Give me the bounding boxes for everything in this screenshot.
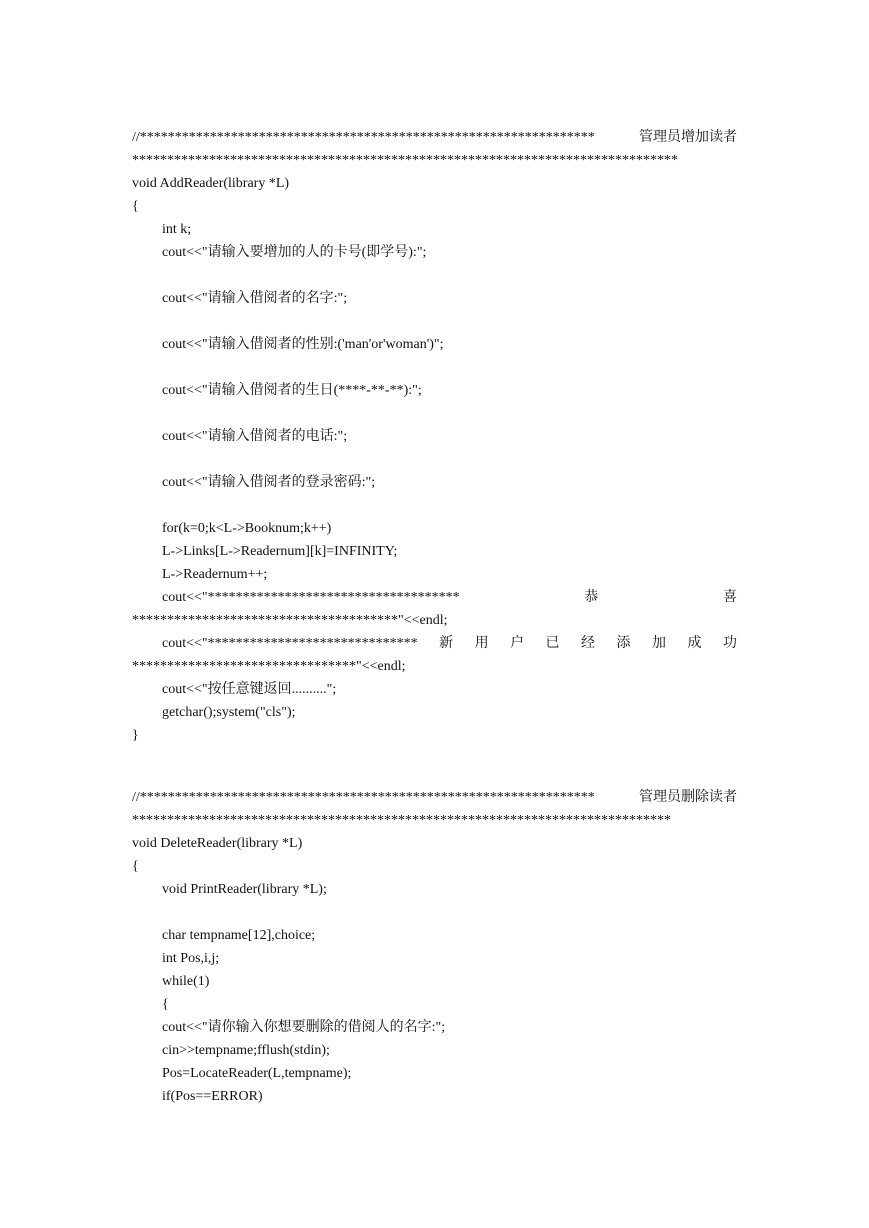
code-line: void PrintReader(library *L); xyxy=(162,882,327,897)
code-statement: cout<<"****************************** xyxy=(162,636,418,651)
code-line xyxy=(162,403,737,425)
code-line xyxy=(162,265,737,287)
cjk-char: 成 xyxy=(687,636,702,651)
code-line: int Pos,i,j; xyxy=(162,951,220,966)
code-line xyxy=(162,495,737,517)
code-line: Pos=LocateReader(L,tempname); xyxy=(162,1066,352,1081)
code-line: cout<<"请输入借阅者的登录密码:"; xyxy=(162,475,376,490)
cjk-char: 户 xyxy=(510,636,525,651)
code-line: int k; xyxy=(162,222,192,237)
code-line: { xyxy=(162,997,169,1012)
code-line: cin>>tempname;fflush(stdin); xyxy=(162,1043,330,1058)
code-line: cout<<"请输入借阅者的名字:"; xyxy=(162,291,348,306)
code-line xyxy=(162,357,737,379)
function-signature: void AddReader(library *L) xyxy=(132,176,290,191)
section-header-add-reader xyxy=(132,127,737,149)
open-brace: { xyxy=(132,199,139,214)
cjk-char: 用 xyxy=(474,636,489,651)
comment-stars-line: ****************************************************************************** xyxy=(132,153,678,168)
code-line: cout<<"请输入借阅者的生日(****-**-**):"; xyxy=(162,383,422,398)
code-line: cout<<"按任意键返回.........."; xyxy=(162,682,337,697)
cjk-char: 功 xyxy=(722,636,737,651)
code-line xyxy=(162,311,737,333)
cjk-char: 经 xyxy=(581,636,596,651)
comment-stars-line: ***************************************************************************** xyxy=(132,813,671,828)
open-brace: { xyxy=(132,859,139,874)
code-line-continuation: ********************************"<<endl; xyxy=(132,659,406,674)
code-line: L->Readernum++; xyxy=(162,567,268,582)
cjk-char: 喜 xyxy=(722,590,737,605)
cjk-char: 新 xyxy=(439,636,454,651)
code-line-continuation: **************************************"<<endl; xyxy=(132,613,448,628)
cjk-char: 添 xyxy=(616,636,631,651)
section-title: 管理员增加读者 xyxy=(639,130,737,145)
code-line: cout<<"请输入借阅者的性别:('man'or'woman')"; xyxy=(162,337,444,352)
code-line: for(k=0;k<L->Booknum;k++) xyxy=(162,521,332,536)
close-brace: } xyxy=(132,728,139,743)
function-signature: void DeleteReader(library *L) xyxy=(132,836,303,851)
code-line: cout<<"请输入借阅者的电话:"; xyxy=(162,429,348,444)
code-line: if(Pos==ERROR) xyxy=(162,1089,263,1104)
cjk-char: 已 xyxy=(545,636,560,651)
code-line: L->Links[L->Readernum][k]=INFINITY; xyxy=(162,544,398,559)
code-line: char tempname[12],choice; xyxy=(162,928,316,943)
code-line: cout<<"请你输入你想要删除的借阅人的名字:"; xyxy=(162,1020,446,1035)
code-statement: cout<<"************************************ xyxy=(162,590,460,605)
section-header-delete-reader xyxy=(132,787,737,809)
cjk-char: 恭 xyxy=(584,590,599,605)
code-line-justified xyxy=(162,587,737,609)
code-line xyxy=(162,449,737,471)
code-line: getchar();system("cls"); xyxy=(162,705,296,720)
code-line: while(1) xyxy=(162,974,210,989)
code-line: cout<<"请输入要增加的人的卡号(即学号):"; xyxy=(162,245,427,260)
section-title: 管理员删除读者 xyxy=(639,790,737,805)
code-line-justified xyxy=(162,633,737,655)
comment-stars: //***************************************************************** xyxy=(132,130,595,145)
cjk-char: 加 xyxy=(652,636,666,651)
comment-stars: //***************************************************************** xyxy=(132,790,595,805)
